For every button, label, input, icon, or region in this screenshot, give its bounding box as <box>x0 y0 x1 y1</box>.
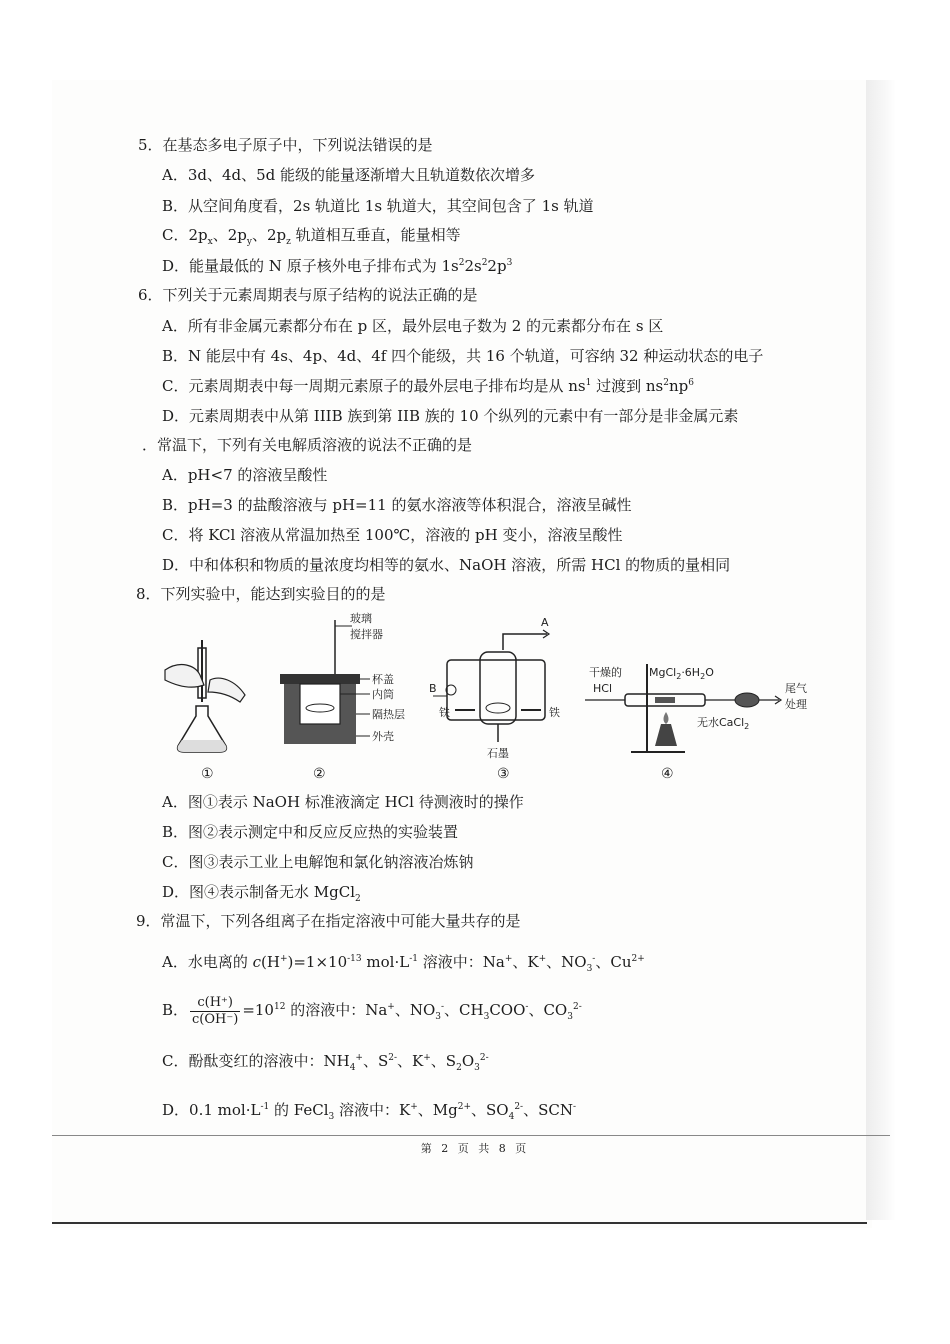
fig-caption-2: ② <box>313 766 326 782</box>
q8-option-a: A．图①表示 NaOH 标准液滴定 HCl 待测液时的操作 <box>162 793 524 811</box>
fig2-label-shell: 外壳 <box>372 730 394 743</box>
fig4-label-tail1: 尾气 <box>785 682 807 695</box>
q5-stem: 5．在基态多电子原子中，下列说法错误的是 <box>138 136 433 154</box>
q7-stem: ．常温下，下列有关电解质溶液的说法不正确的是 <box>142 436 473 454</box>
fig2-label-insulation: 隔热层 <box>372 708 405 721</box>
fig-caption-3: ③ <box>497 766 510 782</box>
q7-option-c: C．将 KCl 溶液从常温加热至 100℃，溶液的 pH 变小，溶液呈酸性 <box>162 526 623 544</box>
bottom-rule <box>52 1222 867 1224</box>
page-edge-shadow <box>866 80 896 1220</box>
fig4-label-salt: $MgCl_2\cdot 6H_2O$ <box>649 666 714 681</box>
fig4-label-tail2: 处理 <box>785 698 807 711</box>
q9-option-d: D．0.1 $mol\cdot L^{-1}$ 的 FeCl$_3$ 溶液中：K+、$Mg^{2+}$、$SO_4^{2-}$、SCN- <box>162 1101 577 1122</box>
fig2-label-glass: 玻璃 <box>350 612 372 625</box>
q6-option-d: D．元素周期表中从第 IIIB 族到第 IIB 族的 10 个纵列的元素中有一部分是非金属元素 <box>162 407 739 425</box>
q6-stem: 6．下列关于元素周期表与原子结构的说法正确的是 <box>138 286 478 304</box>
fig4-label-hcl: HCl <box>593 682 613 695</box>
q7-option-a: A．pH<7 的溶液呈酸性 <box>162 466 328 484</box>
q5-option-c: C．$2p_x$、$2p_y$、$2p_z$ 轨道相互垂直，能量相等 <box>162 226 461 247</box>
q9-option-a: A．水电离的 $c(H^+)=1\times 10^{-13}$ $mol\cdot L^{-1}$ 溶液中：Na+、K+、$NO_3^-$、$Cu^{2+}$ <box>162 953 645 974</box>
fig2-label-inner: 内筒 <box>372 688 394 701</box>
q8-stem: 8．下列实验中，能达到实验目的的是 <box>136 585 386 603</box>
q9-option-b: B． $\frac{c(H^+)}{c(OH^-)}$ $=10^{12}$ 的溶液中：Na+、$NO_3^-$、$CH_3COO^-$、$CO_3^{2-}$ <box>162 994 582 1027</box>
figure-3-electrolysis <box>425 612 575 762</box>
fig2-label-cover: 杯盖 <box>372 673 394 686</box>
fig3-label-b: B <box>429 682 437 695</box>
figure-1-titration <box>160 640 260 760</box>
q5-option-a: A．3d、4d、5d 能级的能量逐渐增大且轨道数依次增多 <box>162 166 536 184</box>
figure-2-calorimeter <box>270 612 420 762</box>
q8-option-c: C．图③表示工业上电解饱和氯化钠溶液冶炼钠 <box>162 853 474 871</box>
fig3-label-iron-right: 铁 <box>549 706 560 719</box>
q6-option-c: C．元素周期表中每一周期元素原子的最外层电子排布均是从 $ns^1$ 过渡到 $ns^2np^6$ <box>162 377 694 395</box>
q7-option-d: D．中和体积和物质的量浓度均相等的氨水、NaOH 溶液，所需 HCl 的物质的量相同 <box>162 556 731 574</box>
figure-4-mgcl2-apparatus <box>585 660 815 765</box>
fig4-label-cacl2: 无水CaCl$_2$ <box>697 716 750 731</box>
q5-option-b: B．从空间角度看，2s 轨道比 1s 轨道大，其空间包含了 1s 轨道 <box>162 197 594 215</box>
q9-b-fraction: $\frac{c(H^+)}{c(OH^-)}$ <box>192 994 239 1027</box>
fig3-label-iron-left: 铁 <box>439 706 450 719</box>
footer-rule <box>52 1135 890 1136</box>
page-number: 第 2 页 共 8 页 <box>420 1142 530 1155</box>
fig3-label-graphite: 石墨 <box>487 747 509 760</box>
q9-option-c: C．酚酞变红的溶液中：$NH_4^+$、$S^{2-}$、K+、$S_2O_3^{2-}$ <box>162 1052 489 1073</box>
q9-stem: 9．常温下，下列各组离子在指定溶液中可能大量共存的是 <box>136 912 521 930</box>
q6-option-b: B．N 能层中有 4s、4p、4d、4f 四个能级，共 16 个轨道，可容纳 32 种运动状态的电子 <box>162 347 764 365</box>
q7-option-b: B．pH=3 的盐酸溶液与 pH=11 的氨水溶液等体积混合，溶液呈碱性 <box>162 496 632 514</box>
fig-caption-4: ④ <box>661 766 674 782</box>
q8-option-b: B．图②表示测定中和反应反应热的实验装置 <box>162 823 459 841</box>
fig2-label-stirrer: 搅拌器 <box>350 628 383 641</box>
fig4-label-dry: 干燥的 <box>589 666 622 679</box>
q5-option-d: D．能量最低的 N 原子核外电子排布式为 $1s^22s^22p^3$ <box>162 257 513 275</box>
fig-caption-1: ① <box>201 766 214 782</box>
q6-option-a: A．所有非金属元素都分布在 p 区，最外层电子数为 2 的元素都分布在 s 区 <box>162 317 664 335</box>
q8-option-d: D．图④表示制备无水 MgCl$_2$ <box>162 883 361 904</box>
fig3-label-a: A <box>541 616 549 629</box>
